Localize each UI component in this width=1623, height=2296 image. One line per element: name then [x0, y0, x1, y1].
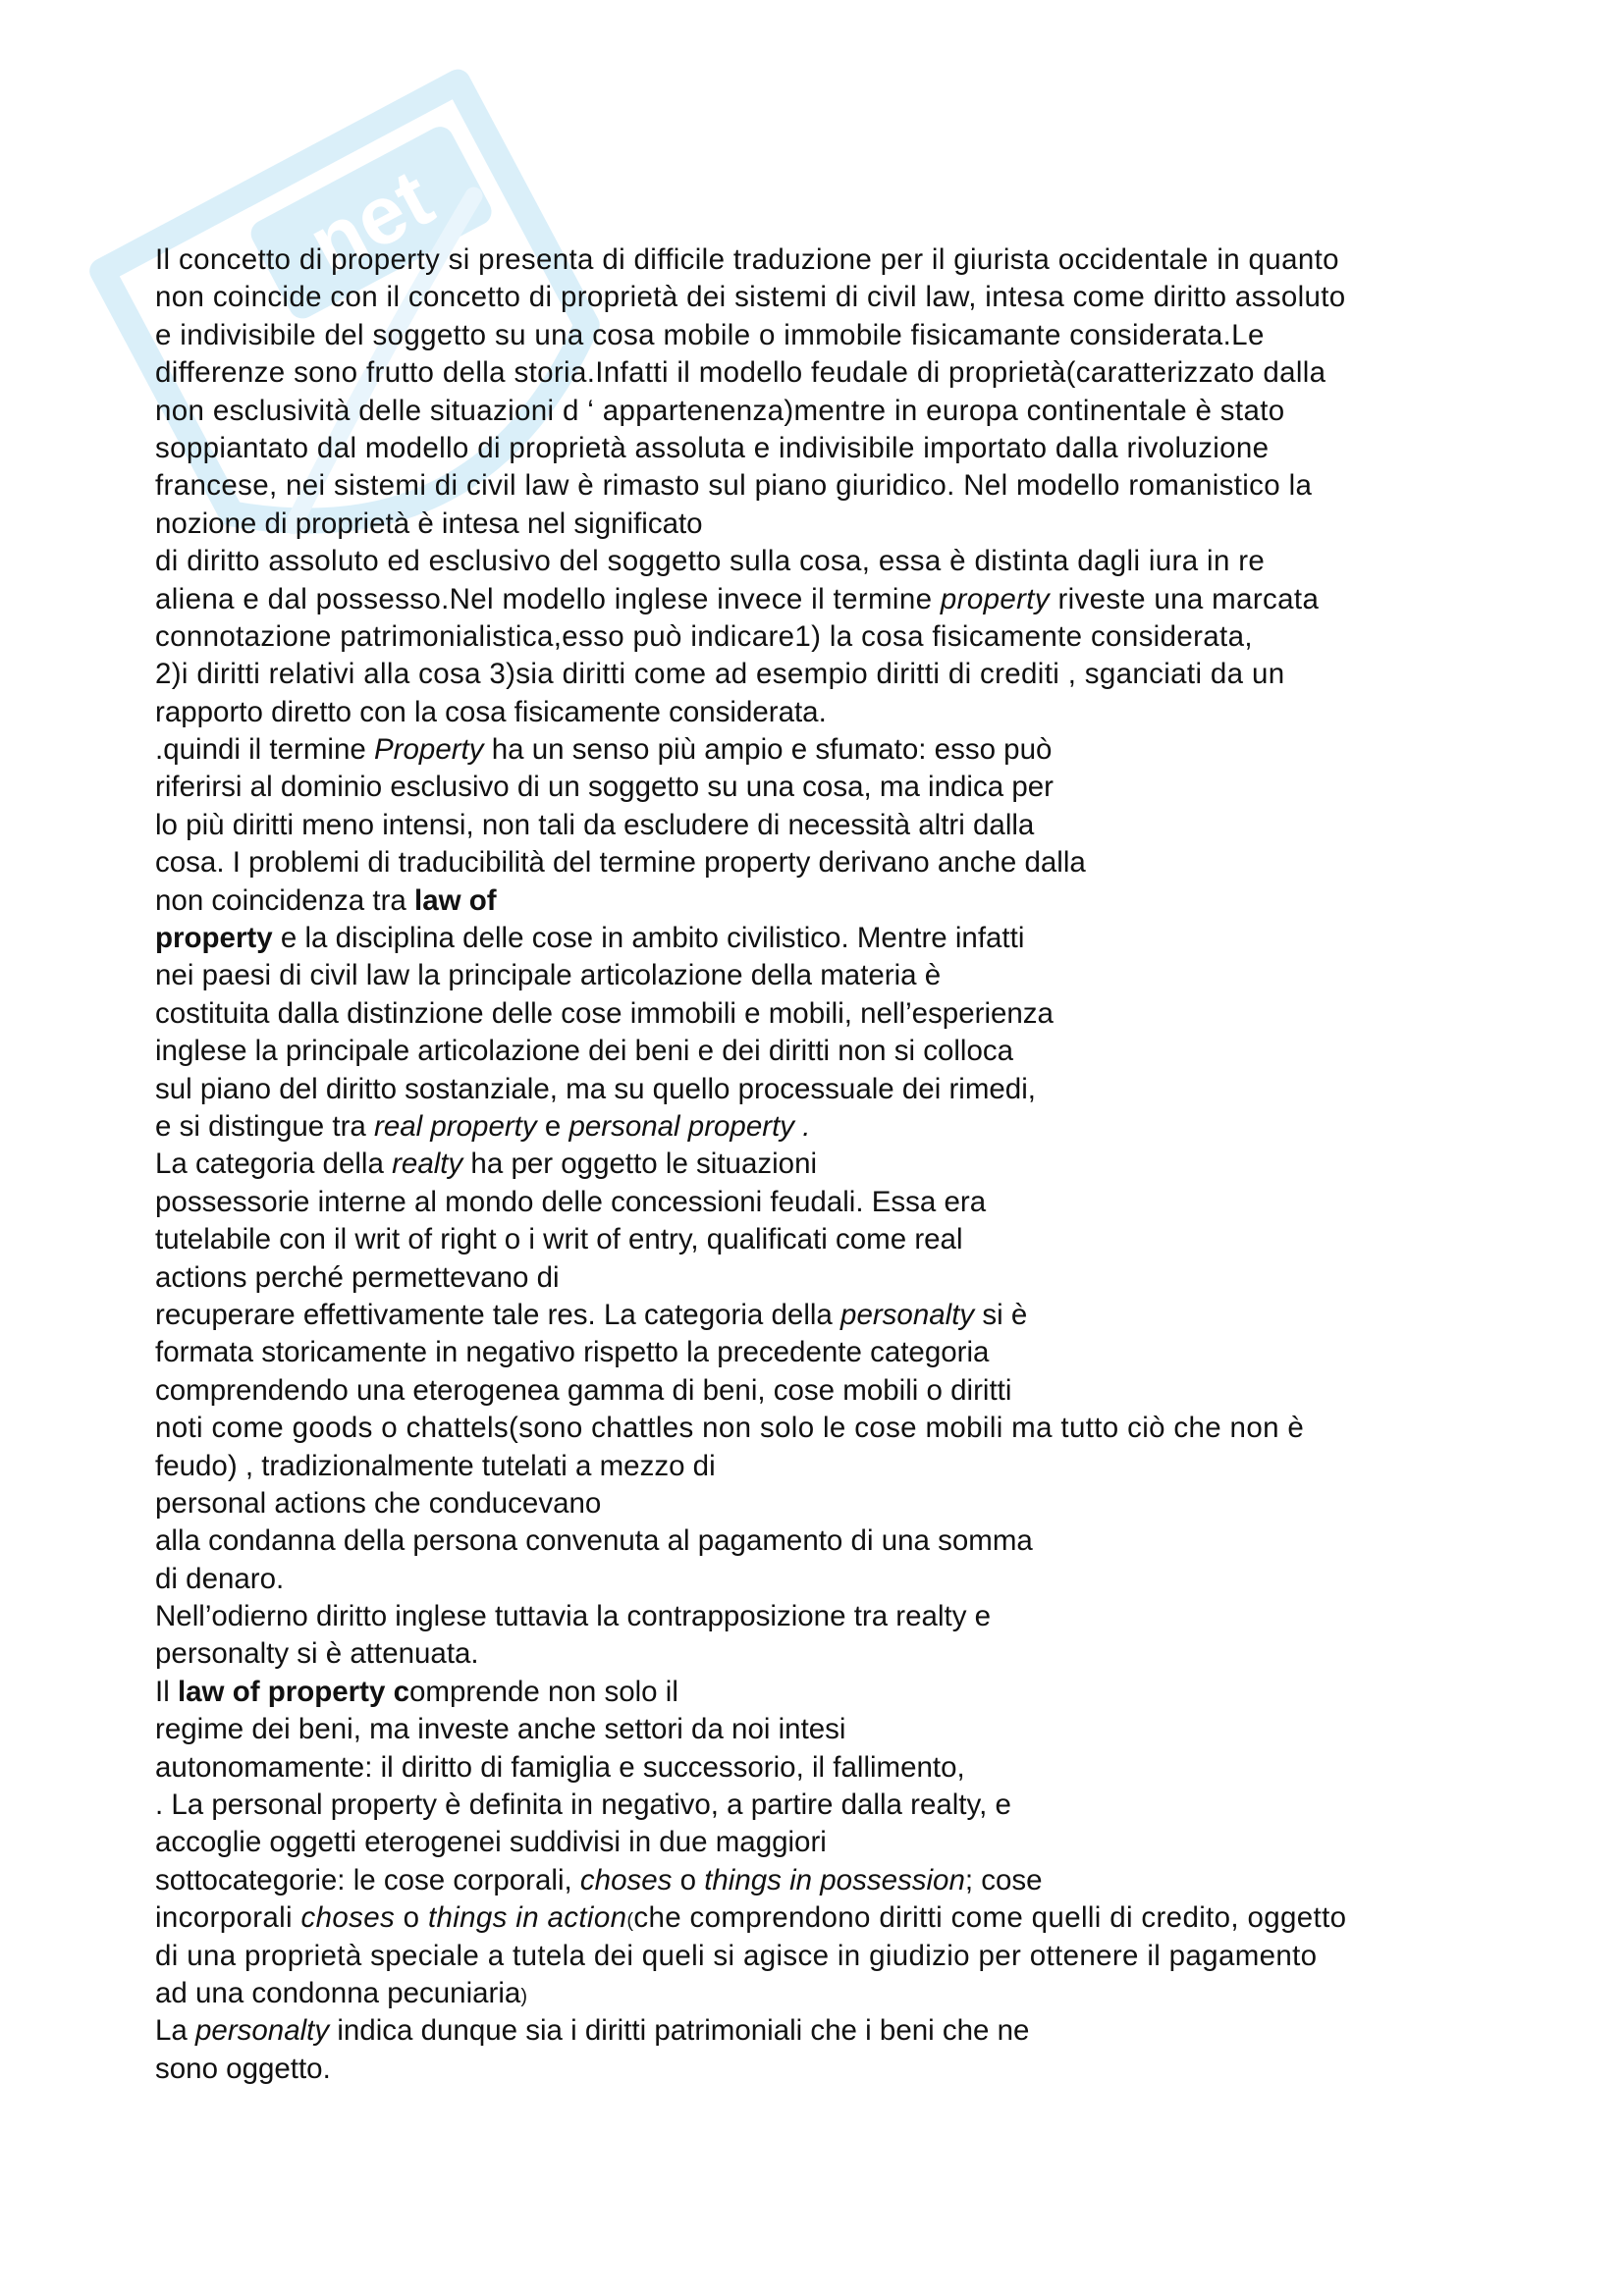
text-line	[155, 957, 1490, 994]
text-segment: o	[395, 1901, 428, 1935]
text-segment: e si distingue tra	[155, 1109, 375, 1143]
text-line	[155, 1108, 1490, 1146]
text-line	[155, 769, 1490, 806]
text-segment: tutelabile con il writ of right o i writ of entry, qualificati come real	[155, 1223, 963, 1256]
italic-text: realty	[392, 1148, 463, 1181]
text-line	[155, 393, 1490, 430]
text-line	[155, 1297, 1490, 1334]
text-line	[155, 1561, 1490, 1598]
text-line	[155, 1184, 1490, 1221]
text-segment: o	[672, 1863, 705, 1896]
small-text: )	[520, 1985, 528, 2007]
italic-text: Property	[374, 733, 484, 767]
italic-text: choses	[300, 1901, 396, 1935]
text-line	[155, 618, 1490, 656]
italic-text: personalty	[840, 1298, 975, 1331]
text-line	[155, 1749, 1490, 1787]
text-segment: recuperare effettivamente tale res. La categoria della	[155, 1298, 841, 1331]
text-line	[155, 1899, 1490, 1937]
watermark-text: net	[294, 150, 447, 292]
text-line	[155, 1146, 1490, 1183]
bold-text: law of	[414, 883, 497, 917]
text-line	[155, 1598, 1490, 1635]
text-line	[155, 995, 1490, 1033]
text-segment: sono oggetto.	[155, 2052, 331, 2085]
italic-text: personalty	[195, 2014, 330, 2048]
text-line	[155, 467, 1490, 505]
text-segment: possessorie interne al mondo delle concessioni feudali. Essa era	[155, 1185, 987, 1218]
text-segment: e indivisibile del soggetto su una cosa mobile o immobile fisicamante considerata.Le	[155, 318, 1265, 351]
text-segment: non coincide con il concetto di proprietà dei sistemi di civil law, intesa come diritto assoluto	[155, 281, 1346, 314]
text-segment: omprende non solo il	[409, 1675, 678, 1708]
text-segment: rapporto diretto con la cosa fisicamente considerata.	[155, 695, 827, 728]
text-segment: Nell’odierno diritto inglese tuttavia la contrapposizione tra realty e	[155, 1600, 992, 1633]
text-segment: regime dei beni, ma investe anche settori da noi intesi	[155, 1713, 846, 1746]
text-segment: che comprendono diritti come quelli di credito, oggetto	[633, 1901, 1347, 1935]
text-line	[155, 1448, 1490, 1485]
text-segment: accoglie oggetti eterogenei suddivisi in due maggiori	[155, 1826, 827, 1859]
text-line	[155, 1334, 1490, 1371]
text-segment: La categoria della	[155, 1148, 393, 1181]
text-line	[155, 354, 1490, 392]
text-segment: Il concetto di property si presenta di difficile traduzione per il giurista occidentale in quanto	[155, 243, 1339, 276]
text-segment: La	[155, 2014, 196, 2048]
italic-text: property	[940, 582, 1050, 615]
text-segment: . La personal property è definita in negativo, a partire dalla realty, e	[155, 1789, 1011, 1822]
text-line	[155, 279, 1490, 316]
text-segment: nozione di proprietà è intesa nel significato	[155, 507, 703, 540]
text-segment: francese, nei sistemi di civil law è rimasto sul piano giuridico. Nel modello romanistico la	[155, 469, 1313, 503]
text-line	[155, 1221, 1490, 1258]
text-line	[155, 1485, 1490, 1522]
text-line	[155, 694, 1490, 731]
text-line	[155, 1862, 1490, 1899]
text-line	[155, 1938, 1490, 1975]
text-line	[155, 581, 1490, 618]
text-line	[155, 1787, 1490, 1824]
text-segment: costituita dalla distinzione delle cose immobili e mobili, nell’esperienza	[155, 996, 1054, 1030]
text-segment: inglese la principale articolazione dei beni e dei diritti non si colloca	[155, 1035, 1014, 1068]
text-segment: non esclusività delle situazioni d ‘ appartenenza)mentre in europa continentale è stato	[155, 394, 1285, 427]
text-line	[155, 241, 1490, 279]
italic-text: personal property .	[568, 1109, 811, 1143]
text-segment: di diritto assoluto ed esclusivo del soggetto sulla cosa, essa è distinta dagli iura in re	[155, 545, 1266, 578]
text-segment: autonomamente: il diritto di famiglia e successorio, il fallimento,	[155, 1750, 965, 1784]
text-line	[155, 1975, 1490, 2012]
text-segment: sottocategorie: le cose corporali,	[155, 1863, 580, 1896]
text-line	[155, 506, 1490, 543]
text-line	[155, 920, 1490, 957]
text-segment: 2)i diritti relativi alla cosa 3)sia diritti come ad esempio diritti di crediti , sganciati da un	[155, 658, 1285, 691]
text-segment: actions perché permettevano di	[155, 1260, 560, 1294]
text-line	[155, 731, 1490, 769]
text-line	[155, 1711, 1490, 1748]
text-segment: e	[536, 1109, 569, 1143]
text-segment: nei paesi di civil law la principale articolazione della materia è	[155, 959, 942, 992]
text-line	[155, 317, 1490, 354]
text-segment: noti come goods o chattels(sono chattles non solo le cose mobili ma tutto ciò che non è	[155, 1412, 1305, 1445]
text-segment: alla condanna della persona convenuta al pagamento di una somma	[155, 1524, 1033, 1558]
text-segment: feudo) , tradizionalmente tutelati a mezzo di	[155, 1449, 716, 1482]
text-line	[155, 1033, 1490, 1070]
text-segment: si è	[974, 1298, 1028, 1331]
text-segment: di una proprietà speciale a tutela dei queli si agisce in giudizio per ottenere il pagamento	[155, 1939, 1318, 1972]
text-segment: ad una condonna pecuniaria	[155, 1976, 521, 2009]
bold-text: law of property c	[177, 1675, 409, 1708]
text-line	[155, 1259, 1490, 1297]
text-segment: lo più diritti meno intensi, non tali da escludere di necessità altri dalla	[155, 808, 1035, 841]
text-segment: cosa. I problemi di traducibilità del termine property derivano anche dalla	[155, 846, 1086, 880]
text-line	[155, 1824, 1490, 1861]
text-line	[155, 1674, 1490, 1711]
document-body	[155, 241, 1490, 2088]
bold-text: property	[155, 922, 273, 955]
text-segment: ; cose	[964, 1863, 1043, 1896]
italic-text: things in possession	[704, 1863, 965, 1896]
text-segment: riveste una marcata	[1049, 582, 1320, 615]
text-segment: differenze sono frutto della storia.Infatti il modello feudale di proprietà(caratterizzato dalla	[155, 356, 1326, 390]
text-segment: ha un senso più ampio e sfumato: esso può	[483, 733, 1053, 767]
text-segment: sul piano del diritto sostanziale, ma su quello processuale dei rimedi,	[155, 1072, 1036, 1105]
text-line	[155, 1071, 1490, 1108]
text-line	[155, 430, 1490, 467]
text-line	[155, 844, 1490, 881]
text-line	[155, 807, 1490, 844]
text-segment: comprendendo una eterogenea gamma di beni, cose mobili o diritti	[155, 1373, 1012, 1407]
text-segment: incorporali	[155, 1901, 301, 1935]
text-line	[155, 1372, 1490, 1410]
text-segment: personal actions che conducevano	[155, 1486, 602, 1520]
text-segment: e la disciplina delle cose in ambito civilistico. Mentre infatti	[272, 922, 1025, 955]
text-segment: di denaro.	[155, 1562, 285, 1595]
text-segment: non coincidenza tra	[155, 883, 415, 917]
italic-text: real property	[374, 1109, 537, 1143]
text-line	[155, 1522, 1490, 1560]
text-line	[155, 2051, 1490, 2088]
text-segment: Il	[155, 1675, 178, 1708]
text-line	[155, 1410, 1490, 1447]
text-line	[155, 656, 1490, 693]
text-line	[155, 2012, 1490, 2050]
small-text: (	[626, 1910, 634, 1933]
italic-text: choses	[579, 1863, 673, 1896]
text-segment: .quindi il termine	[155, 733, 374, 767]
text-segment: aliena e dal possesso.Nel modello inglese invece il termine	[155, 582, 941, 615]
text-segment: personalty si è attenuata.	[155, 1637, 479, 1671]
text-segment: ha per oggetto le situazioni	[462, 1148, 818, 1181]
text-line	[155, 543, 1490, 580]
text-line	[155, 1635, 1490, 1673]
text-segment: indica dunque sia i diritti patrimoniali che i beni che ne	[329, 2014, 1030, 2048]
text-segment: soppiantato dal modello di proprietà assoluta e indivisibile importato dalla rivoluzione	[155, 431, 1270, 464]
italic-text: things in action	[427, 1901, 627, 1935]
text-segment: riferirsi al dominio esclusivo di un soggetto su una cosa, ma indica per	[155, 771, 1054, 804]
text-segment: connotazione patrimonialistica,esso può indicare1) la cosa fisicamente considerata,	[155, 619, 1253, 653]
text-segment: formata storicamente in negativo rispetto la precedente categoria	[155, 1336, 990, 1369]
text-line	[155, 882, 1490, 920]
